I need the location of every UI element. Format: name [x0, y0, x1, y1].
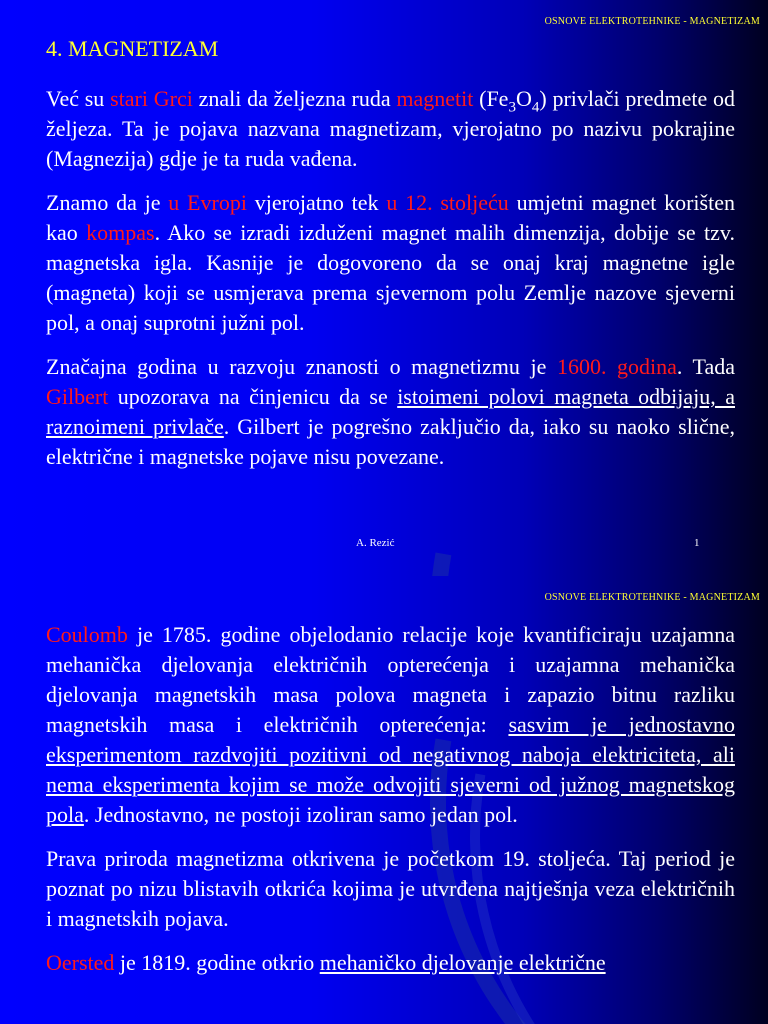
slide-2 [0, 576, 768, 1024]
slide-author: A. Rezić [356, 537, 395, 549]
underlined-text: istoimeni polovi magneta odbijaju, a raznoimeni privlače [46, 384, 736, 439]
highlight-text: u 12. stoljeću [386, 190, 509, 215]
highlight-text: Gilbert [46, 384, 109, 409]
highlight-text: stari Grci [110, 86, 193, 111]
paragraph: Oersted je 1819. godine otkrio mehaničko djelovanje električne [46, 950, 606, 975]
slide-header: OSNOVE ELEKTROTEHNIKE - MAGNETIZAM [544, 16, 760, 27]
paragraph: Znamo da je u Evropi vjerojatno tek u 12. stoljeću umjetni magnet korišten kao kompas. Ako se izradi izduženi magnet malih dimenzija, dobije se tzv. magnetska igla. Kasnije je dogovoreno da se onaj kraj magnetne igle (magneta) koji se usmjerava prema sjevernom polu Zemlje nazove sjeverni pol, a onaj suprotni južni pol. [46, 190, 736, 335]
highlight-text: 1600. godina [556, 354, 677, 379]
paragraph: Prava priroda magnetizma otkrivena je početkom 19. stoljeća. Taj period je poznat po nizu blistavih otkrića kojima je utvrđena najtješnja veza električnih i magnetskih pojava. [46, 846, 735, 931]
paragraph: Coulomb je 1785. godine objelodanio relacije koje kvantificiraju uzajamna mehanička djelovanja električnih opterećenja i uzajamna mehanička djelovanja magnetskih masa polova magneta i zapazio bitnu razliku magnetskih masa i električnih opterećenja: sasvim je jednostavno eksperimentom razdvojiti pozitivni od negativnog naboja elektriciteta, ali nema eksperimenta kojim se može odvojiti sjeverni od južnog magnetskog pola. Jednostavno, ne postoji izoliran samo jedan pol. [46, 622, 735, 827]
paragraph: Već su stari Grci znali da željezna ruda magnetit $(Fe_3O_4)$ privlači predmete od željeza. Ta je pojava nazvana magnetizam, vjerojatno po nazivu pokrajine (Magnezija) gdje je ta ruda vađena. [46, 86, 736, 171]
highlight-text: magnetit [396, 86, 474, 111]
paragraph: Značajna godina u razvoju znanosti o magnetizmu je 1600. godina. Tada Gilbert upozorava na činjenicu da se istoimeni polovi magneta odbijaju, a raznoimeni privlače. Gilbert je pogrešno zaključio da, iako su naoko slične, električne i magnetske pojave nisu povezane. [46, 354, 736, 469]
slide-title: 4. MAGNETIZAM [46, 36, 219, 61]
highlight-text: Oersted [46, 950, 115, 975]
underlined-text: mehaničko djelovanje električne [319, 950, 606, 975]
slide-body [46, 84, 735, 486]
highlight-text: u Evropi [168, 190, 247, 215]
highlight-text: kompas [86, 220, 155, 245]
slide-header: OSNOVE ELEKTROTEHNIKE - MAGNETIZAM [544, 592, 760, 603]
highlight-text: Coulomb [46, 622, 128, 647]
page-number: 1 [694, 537, 700, 549]
slide-body [46, 620, 735, 992]
underlined-text: sasvim je jednostavno eksperimentom razdvojiti pozitivni od negativnog naboja elektriciteta, ali nema eksperimenta kojim se može odvojiti sjeverni od južnog magnetskog pola [46, 712, 735, 827]
